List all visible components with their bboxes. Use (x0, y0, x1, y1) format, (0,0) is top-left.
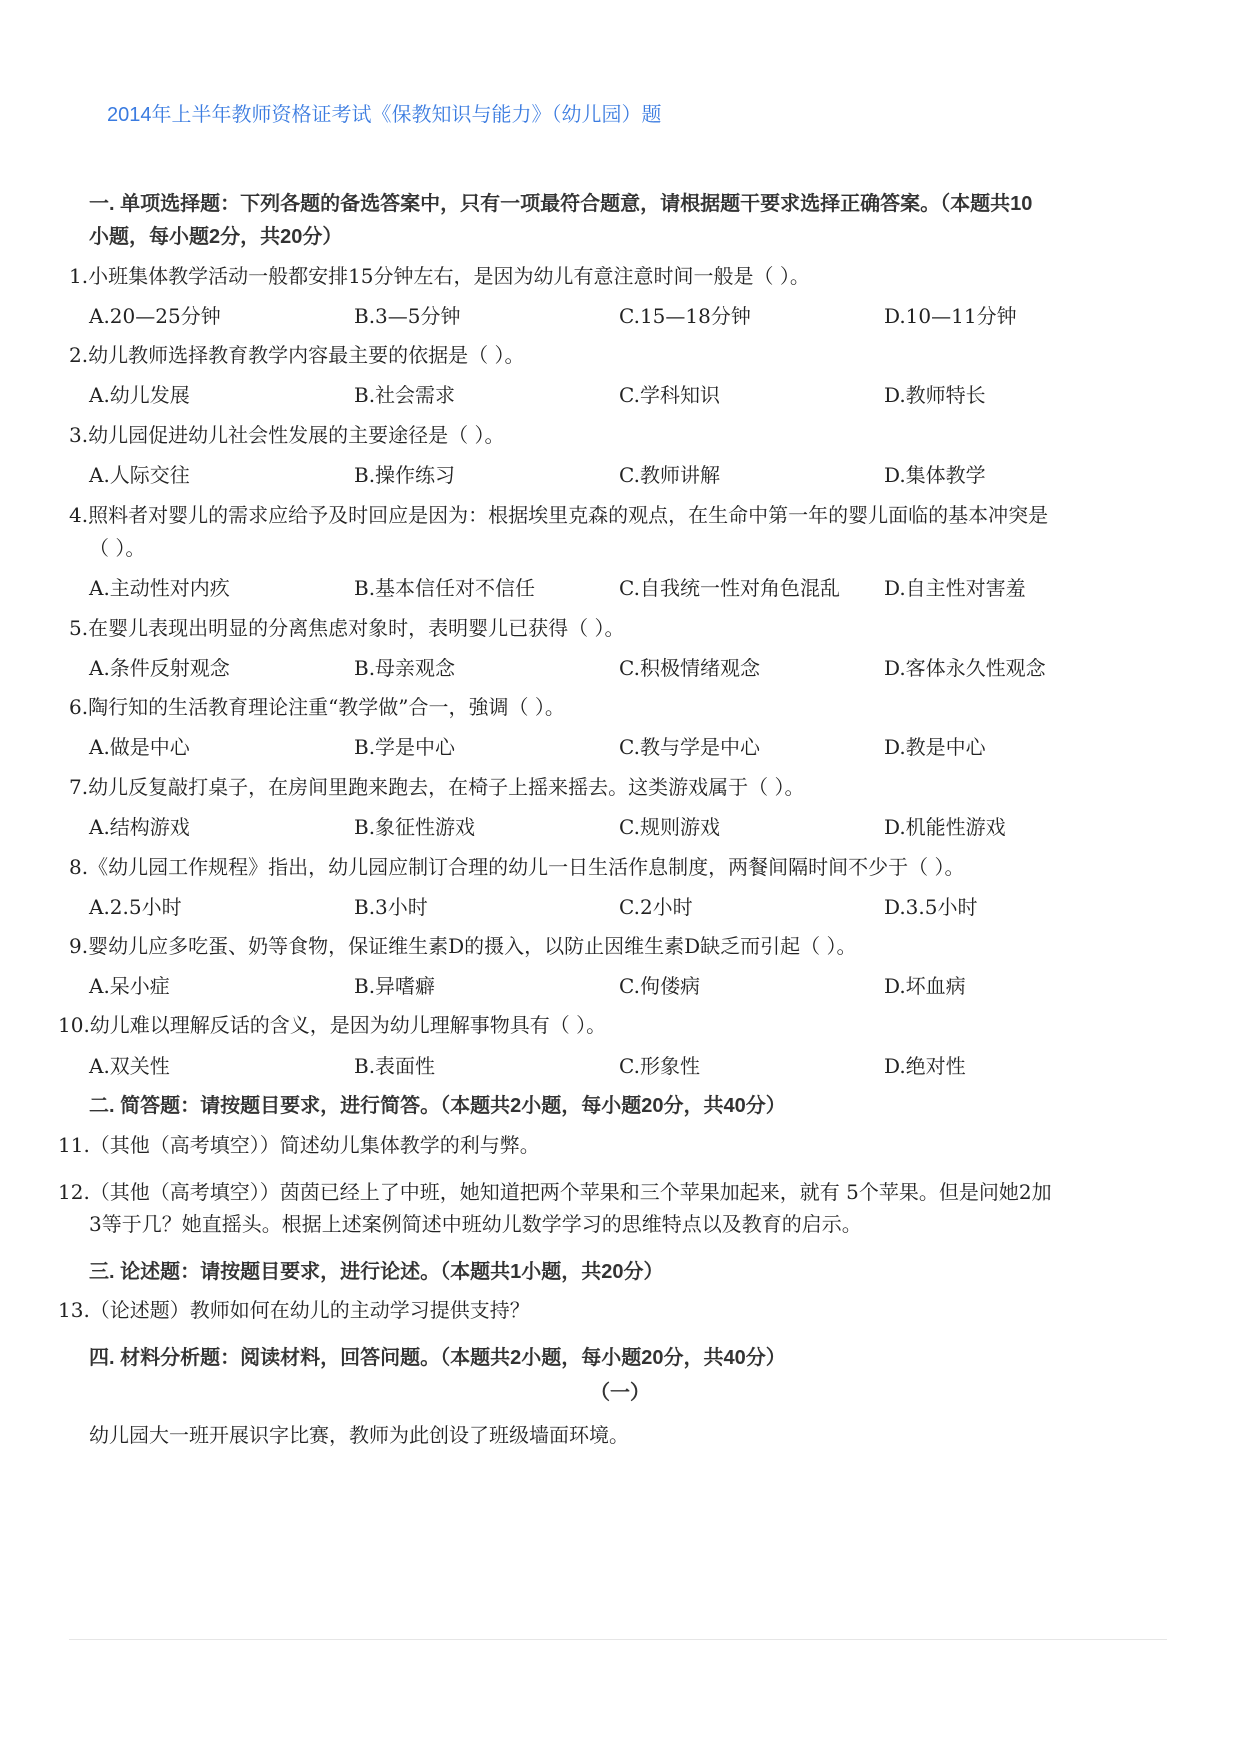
question-12: 12.（其他（高考填空））茵茵已经上了中班，她知道把两个苹果和三个苹果加起来，就有 5个苹果。但是问她2加 (58, 1180, 1052, 1204)
question-12-cont: 3等于几？她直摇头。根据上述案例简述中班幼儿数学学习的思维特点以及教育的启示。 (89, 1212, 862, 1236)
option-d: D.教是中心 (884, 735, 986, 759)
option-c: C.教师讲解 (619, 463, 720, 487)
option-c: C.学科知识 (619, 383, 720, 407)
option-c: C.15—18分钟 (619, 304, 751, 328)
option-c: C.教与学是中心 (619, 735, 760, 759)
option-a: A.人际交往 (89, 463, 190, 487)
option-b: B.操作练习 (354, 463, 456, 487)
question-6: 6.陶行知的生活教育理论注重“教学做”合一，強调（ ）。 (69, 695, 565, 719)
option-a: A.幼儿发展 (89, 383, 190, 407)
option-c: C.自我统一性对角色混乱 (619, 576, 840, 600)
footer-divider (69, 1639, 1167, 1640)
section-3-heading: 三. 论述题：请按题目要求，进行论述。（本题共1小题，共20分） (89, 1261, 664, 1283)
option-d: D.坏血病 (884, 974, 966, 998)
document-title: 2014年上半年教师资格证考试《保教知识与能力》（幼儿园）题 (107, 104, 662, 126)
question-8: 8.《幼儿园工作规程》指出，幼儿园应制订合理的幼儿一日生活作息制度，两餐间隔时间不少于（ ）。 (69, 855, 965, 879)
question-4-cont: （ ）。 (89, 536, 146, 560)
option-b: B.表面性 (354, 1054, 436, 1078)
option-a: A.主动性对内疚 (89, 576, 230, 600)
question-9: 9.婴幼儿应多吃蛋、奶等食物，保证维生素D的摄入，以防止因维生素D缺乏而引起（ ）。 (69, 934, 857, 958)
option-d: D.自主性对害羞 (884, 576, 1026, 600)
option-c: C.形象性 (619, 1054, 700, 1078)
option-a: A.双关性 (89, 1054, 170, 1078)
option-d: D.3.5小时 (884, 895, 978, 919)
option-c: C.积极情绪观念 (619, 656, 760, 680)
section-2-heading: 二. 简答题：请按题目要求，进行简答。（本题共2小题，每小题20分，共40分） (89, 1095, 786, 1117)
question-10: 10.幼儿难以理解反话的含义，是因为幼儿理解事物具有（ ）。 (58, 1013, 607, 1037)
question-2: 2.幼儿教师选择教育教学内容最主要的依据是（ ）。 (69, 343, 525, 367)
option-b: B.基本信任对不信任 (354, 576, 536, 600)
option-b: B.社会需求 (354, 383, 456, 407)
material-heading: （一） (590, 1382, 650, 1404)
section-1-heading-cont: 小题，每小题2分，共20分） (89, 226, 343, 248)
option-b: B.异嗜癖 (354, 974, 436, 998)
option-b: B.象征性游戏 (354, 815, 476, 839)
question-4: 4.照料者对婴儿的需求应给予及时回应是因为：根据埃里克森的观点，在生命中第一年的婴儿面临的基本冲突是 (69, 503, 1049, 527)
material-text: 幼儿园大一班开展识字比赛，教师为此创设了班级墙面环境。 (89, 1423, 629, 1447)
option-a: A.条件反射观念 (89, 656, 230, 680)
option-a: A.呆小症 (89, 974, 170, 998)
option-a: A.2.5小时 (89, 895, 182, 919)
question-5: 5.在婴儿表现出明显的分离焦虑对象时，表明婴儿已获得（ ）。 (69, 616, 625, 640)
option-b: B.3—5分钟 (354, 304, 461, 328)
option-d: D.客体永久性观念 (884, 656, 1046, 680)
option-a: A.做是中心 (89, 735, 190, 759)
option-d: D.集体教学 (884, 463, 986, 487)
question-13: 13.（论述题）教师如何在幼儿的主动学习提供支持？ (58, 1298, 530, 1322)
question-1: 1.小班集体教学活动一般都安排15分钟左右，是因为幼儿有意注意时间一般是（ ）。 (69, 264, 810, 288)
question-3: 3.幼儿园促进幼儿社会性发展的主要途径是（ ）。 (69, 423, 505, 447)
option-c: C.佝偻病 (619, 974, 700, 998)
option-b: B.母亲观念 (354, 656, 456, 680)
option-d: D.机能性游戏 (884, 815, 1006, 839)
option-b: B.学是中心 (354, 735, 456, 759)
section-1-heading: 一. 单项选择题：下列各题的备选答案中，只有一项最符合题意，请根据题干要求选择正确答案。（本题共10 (89, 193, 1033, 215)
question-11: 11.（其他（高考填空））简述幼儿集体教学的利与弊。 (58, 1133, 540, 1157)
option-d: D.教师特长 (884, 383, 986, 407)
section-4-heading: 四. 材料分析题：阅读材料，回答问题。（本题共2小题，每小题20分，共40分） (89, 1347, 786, 1369)
question-7: 7.幼儿反复敲打桌子，在房间里跑来跑去，在椅子上摇来摇去。这类游戏属于（ ）。 (69, 775, 805, 799)
option-d: D.绝对性 (884, 1054, 966, 1078)
option-d: D.10—11分钟 (884, 304, 1017, 328)
option-c: C.2小时 (619, 895, 693, 919)
option-a: A.20—25分钟 (89, 304, 221, 328)
option-c: C.规则游戏 (619, 815, 720, 839)
option-b: B.3小时 (354, 895, 428, 919)
option-a: A.结构游戏 (89, 815, 190, 839)
